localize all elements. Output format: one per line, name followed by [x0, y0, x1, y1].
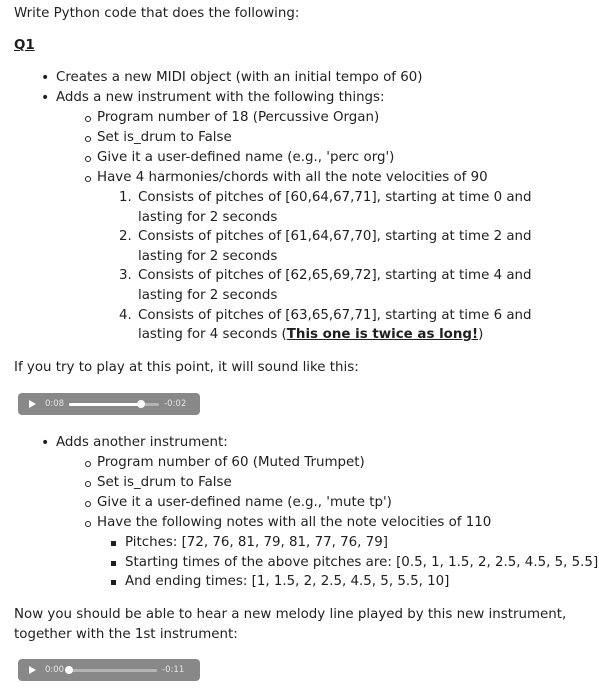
chord-text: Consists of pitches of [63,65,67,71], starting at time 6 and lasting for 4 seconds (: [138, 307, 532, 343]
list-item: [97, 453, 598, 473]
chord-number: 1.: [119, 190, 132, 205]
note-spec-item: [125, 533, 598, 553]
list-item: [97, 168, 578, 345]
note-spec-text: And ending times: [1, 1.5, 2, 2.5, 4.5, 5, 5.5, 10]: [125, 574, 450, 590]
chord-text: Consists of pitches of [62,65,69,72], starting at time 4 and lasting for 2 seconds: [138, 268, 532, 303]
note-spec-item: [125, 572, 598, 592]
list-item: [97, 473, 598, 493]
play-icon[interactable]: [29, 666, 36, 674]
list-item: [97, 493, 598, 513]
list-item: [56, 88, 578, 345]
list-item-text: Have the following notes with all the note velocities of 110: [97, 515, 492, 530]
chord-text: Consists of pitches of [60,64,67,71], starting at time 0 and lasting for 2 seconds: [138, 190, 532, 225]
audio-player-2[interactable]: [18, 659, 200, 681]
intro-text: Write Python code that does the following:: [14, 6, 300, 21]
note-spec-list: [125, 533, 598, 592]
section1-list: [56, 68, 578, 345]
seek-bar[interactable]: [69, 403, 159, 406]
q1-heading: Q1: [14, 38, 35, 53]
elapsed-time: 0:08: [45, 399, 65, 409]
elapsed-time: 0:00: [45, 665, 65, 675]
list-item-text: Adds a new instrument with the following things:: [56, 90, 385, 105]
note-spec-text: Pitches: [72, 76, 81, 79, 81, 77, 76, 79]: [125, 535, 388, 550]
chord-item: [119, 188, 578, 227]
list-item-text: Creates a new MIDI object (with an initial tempo of 60): [56, 70, 423, 85]
list-item: [97, 148, 578, 168]
chord-number: 2.: [119, 229, 132, 245]
list-item: [56, 68, 578, 88]
list-item-text: Set is_drum to False: [97, 475, 232, 490]
list-item-text: Program number of 60 (Muted Trumpet): [97, 455, 365, 470]
instrument2-sublist: [97, 453, 598, 592]
list-item: [56, 433, 598, 592]
seek-bar[interactable]: [69, 669, 157, 672]
list-item-text: Program number of 18 (Percussive Organ): [97, 110, 380, 125]
chord-text-end: ): [478, 327, 484, 343]
list-item: [97, 128, 578, 148]
note-spec-item: [125, 553, 598, 573]
list-item-text: Set is_drum to False: [97, 130, 232, 145]
remaining-time: -0:02: [164, 399, 187, 409]
list-item: [97, 513, 598, 592]
remaining-time: -0:11: [162, 665, 185, 675]
list-item-text: Have 4 harmonies/chords with all the note velocities of 90: [97, 170, 488, 185]
seek-handle[interactable]: [137, 400, 145, 408]
chord-number: 3.: [119, 268, 132, 284]
instrument1-sublist: [97, 108, 578, 345]
seek-handle[interactable]: [65, 666, 73, 674]
chord-item: [119, 266, 578, 305]
list-item: [97, 108, 578, 128]
list-item-text: Give it a user-defined name (e.g., 'mute tp'): [97, 495, 392, 510]
chord-item: [119, 227, 578, 266]
note-spec-text: Starting times of the above pitches are: [0.5, 1, 1.5, 2, 2.5, 4.5, 5, 5.5]: [125, 554, 599, 570]
melody-hint-text: Now you should be able to hear a new melody line played by this new instrument, together with the 1st instrument:: [14, 607, 567, 642]
chord-number: 4.: [119, 307, 132, 323]
emphasis-text: This one is twice as long!: [286, 327, 479, 343]
play-icon[interactable]: [29, 400, 36, 408]
list-item-text: Adds another instrument:: [56, 435, 228, 450]
list-item-text: Give it a user-defined name (e.g., 'perc org'): [97, 150, 395, 165]
seek-fill: [69, 403, 141, 406]
play-hint-text: If you try to play at this point, it will sound like this:: [14, 360, 359, 375]
audio-player-1[interactable]: [18, 393, 200, 415]
section2-list: [56, 433, 598, 592]
chord-item: [119, 306, 578, 345]
chord-list: [119, 188, 578, 345]
chord-text: Consists of pitches of [61,64,67,70], starting at time 2 and lasting for 2 seconds: [138, 229, 532, 264]
